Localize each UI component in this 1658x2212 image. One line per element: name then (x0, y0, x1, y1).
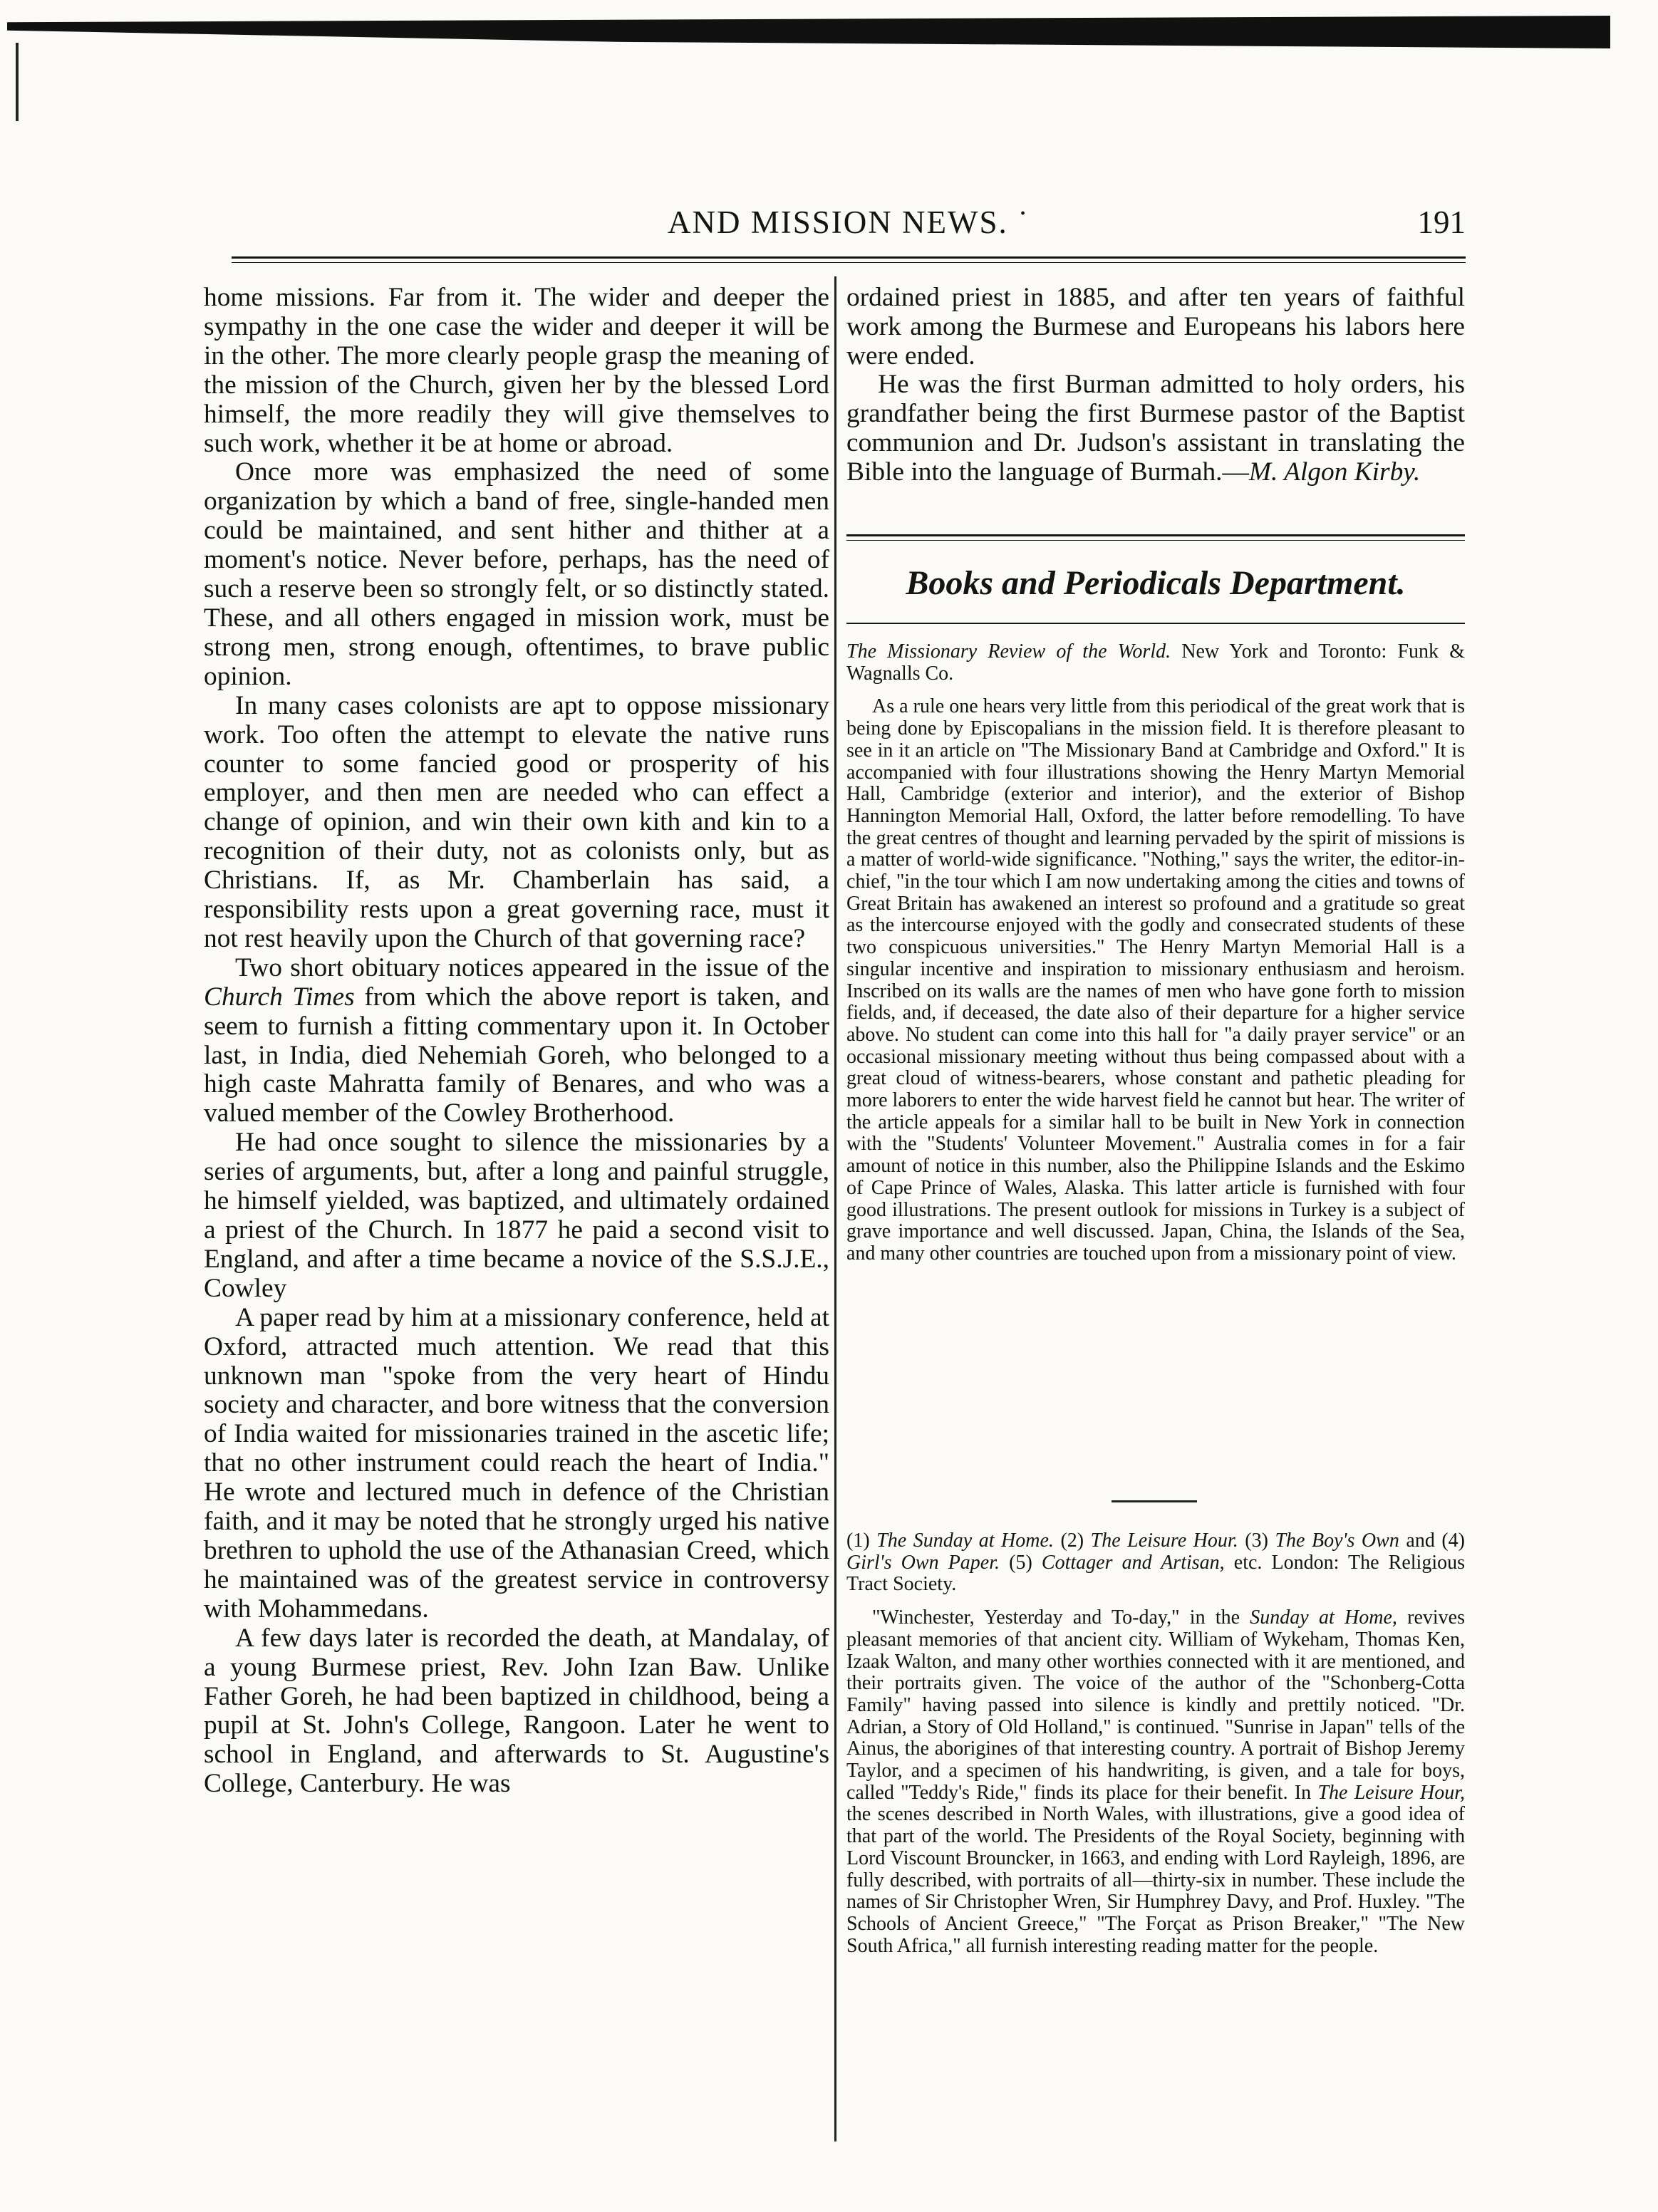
review-entry (846, 641, 1465, 1265)
publication-title: The Sunday at Home. (876, 1530, 1054, 1552)
publication-title: Sunday at Home, (1250, 1606, 1397, 1629)
publication-title: The Leisure Hour, (1317, 1781, 1465, 1804)
text-run: He was the first Burman admitted to holy orders, his grandfather being the first Burmese pastor of the Baptist communion and Dr. Judson's assistant in translating the Bible into the language of Burmah.— (846, 370, 1465, 487)
paragraph: ordained priest in 1885, and after ten years of faithful work among the Burmese and Europeans his labors here were ended. (846, 283, 1465, 370)
publication-title: Church Times (204, 982, 355, 1012)
text-run: (1) (846, 1530, 877, 1552)
publication-title: The Boy's Own (1275, 1530, 1399, 1552)
publication-title: Cottager and Artisan, (1041, 1551, 1225, 1574)
review-entry (846, 1530, 1465, 1957)
review-body: As a rule one hears very little from this periodical of the great work that is being done by Episcopalians in the mission field. It is therefore pleasant to see in it an article on "The Missionary Band at Cambridge and Oxford." It is accompanied with four illustrations showing the Henry Martyn Memorial Hall, Cambridge (exterior and interior), and the exterior of Bishop Hannington Memorial Hall, Oxford, the latter before remodelling. To have the great centres of thought and learning pervaded by the spirit of missions is a matter of world-wide significance. "Nothing," says the writer, the editor-in-chief, "in the tour which I am now undertaking among the cities and towns of Great Britain has awakened an interest so profound and a gratitude so great as the intercourse enjoyed with the godly and consecrated students of these two conspicuous universities." The Henry Martyn Memorial Hall is a singular incentive and inspiration to missionary enthusiasm and heroism. Inscribed on its walls are the names of men who have gone forth to mission fields, and, if deceased, the date also of their departure for a higher service above. No student can come into this hall for "a daily prayer service" or an occasional missionary meeting without thus being compassed about with a great cloud of witness-bearers, whose constant and pathetic pleading for more laborers to enter the wide harvest field he cannot but hear. The writer of the article appeals for a similar hall to be built in New York in connection with the "Students' Volunteer Movement." Australia comes in for a fair amount of notice in this number, also the Philippine Islands and the Eskimo of Cape Prince of Wales, Alaska. This latter article is furnished with four good illustrations. The present outlook for missions in Turkey is a subject of grave importance and well discussed. Japan, China, the Islands of the Sea, and many other countries are touched upon from a missionary point of view. (846, 695, 1465, 1265)
text-run: from which the above report is taken, and seem to furnish a fitting commentary upon it. In October last, in India, died Nehemiah Goreh, who belonged to a high caste Mahratta family of Benares, and who was a valued member of the Cowley Brotherhood. (204, 982, 829, 1128)
scan-top-edge (7, 16, 1610, 48)
left-column (204, 284, 829, 1799)
review-body (846, 1607, 1465, 1957)
text-run: revives pleasant memories of that ancient city. William of Wykeham, Thomas Ken, Izaak Walton, and many other worthies connected with it are mentioned, and their portraits given. The voice of the author of the "Schonberg-Cotta Family" having passed into silence is kindly and prettily noticed. "Dr. Adrian, a Story of Old Holland," is continued. "Sunrise in Japan" tells of the Ainus, the aborigines of that interesting country. A portrait of Bishop Jeremy Taylor, and a specimen of his handwriting, is given, and a tale for boys, called "Teddy's Ride," finds its place for their benefit. In (846, 1606, 1466, 1804)
paragraph (204, 954, 829, 1128)
column-divider (834, 276, 836, 2141)
review-heading (846, 641, 1465, 685)
header-rule-thin (232, 262, 1466, 263)
entry-separator (1112, 1500, 1197, 1502)
text-run: (2) (1053, 1530, 1091, 1552)
paragraph: home missions. Far from it. The wider and deeper the sympathy in the one case the wider and deeper it will be in the other. The more clearly people grasp the meaning of the mission of the Church, given her by the blessed Lord himself, the more readily they will give themselves to such work, whether it be at home or abroad. (204, 283, 829, 458)
page-header (232, 201, 1466, 244)
text-run: the scenes described in North Wales, with illustrations, give a good idea of that part of the world. The Presidents of the Royal Society, beginning with Lord Viscount Brouncker, in 1663, and ending with Lord Rayleigh, 1896, are fully described, with portraits of all—thirty-six in number. These include the names of Sir Christopher Wren, Sir Humphrey Davy, and Prof. Huxley. "The Schools of Ancient Greece," "The Forçat as Prison Breaker," "The New South Africa," all furnish interesting reading matter for the people. (846, 1803, 1465, 1957)
publication-title: Girl's Own Paper. (846, 1551, 1000, 1574)
publisher: New York and Toronto: Funk & Wagnalls Co. (846, 640, 1465, 685)
running-head: AND MISSION NEWS. ˙ (668, 204, 1030, 240)
section-rule (846, 534, 1465, 536)
publication-title: The Missionary Review of the World. (846, 640, 1171, 663)
paragraph: In many cases colonists are apt to oppose missionary work. Too often the attempt to elevate the native runs counter to some fancied good or prosperity of his employer, and then men are needed who can effect a change of opinion, and win their own kith and kin to a recognition of their duty, not as colonists only, but as Christians. If, as Mr. Chamberlain has said, a responsibility rests upon a great governing race, must it not rest heavily upon the Church of that governing race? (204, 690, 829, 953)
text-run: and (4) (1399, 1530, 1466, 1552)
paragraph: A paper read by him at a missionary conference, held at Oxford, attracted much attention. We read that this unknown man "spoke from the very heart of Hindu society and character, and bore witness that the conversion of India waited for missionaries trained in the ascetic life; that no other instrument could reach the heart of India." He wrote and lectured much in defence of the Christian faith, and it may be noted that he strongly urged his native brethren to uphold the use of the Athanasian Creed, which he maintained was of the greatest service in controversy with Mohammedans. (204, 1302, 829, 1624)
paragraph: Once more was emphasized the need of some organization by which a band of free, single-handed men could be maintained, and sent hither and thither at a moment's notice. Never before, perhaps, has the need of such a reserve been so strongly felt, or so distinctly stated. These, and all others engaged in mission work, must be strong men, strong enough, oftentimes, to brave public opinion. (204, 457, 829, 691)
scan-left-edge (16, 43, 19, 121)
paragraph: A few days later is recorded the death, at Mandalay, of a young Burmese priest, Rev. John Izan Baw. Unlike Father Goreh, he had been baptized in childhood, being a pupil at St. John's College, Rangoon. Later he went to school in England, and afterwards to St. Augustine's College, Canterbury. He was (204, 1623, 829, 1799)
text-run: Two short obituary notices appeared in the issue of the (235, 952, 829, 982)
publication-title: The Leisure Hour. (1090, 1530, 1238, 1552)
right-column-article (846, 284, 1465, 487)
review-heading (846, 1530, 1465, 1596)
page-number: 191 (1417, 204, 1466, 240)
text-run: "Winchester, Yesterday and To-day," in the (872, 1606, 1250, 1629)
department-title: Books and Periodicals Department. (906, 564, 1406, 602)
section-rule-thin (846, 540, 1465, 541)
author-attribution: M. Algon Kirby. (1248, 457, 1421, 487)
department-heading-box (846, 530, 1465, 637)
text-run: (3) (1238, 1530, 1275, 1552)
text-run: (5) (1000, 1551, 1042, 1574)
section-rule (846, 623, 1465, 624)
publisher: etc. London: The Religious Tract Society. (846, 1551, 1465, 1596)
paragraph: He had once sought to silence the missionaries by a series of arguments, but, after a long and painful struggle, he himself yielded, was baptized, and ultimately ordained a priest of the Church. In 1877 he paid a second visit to England, and after a time became a novice of the S.S.J.E., Cowley (204, 1128, 829, 1303)
header-rule (232, 256, 1466, 259)
paragraph (846, 370, 1465, 487)
